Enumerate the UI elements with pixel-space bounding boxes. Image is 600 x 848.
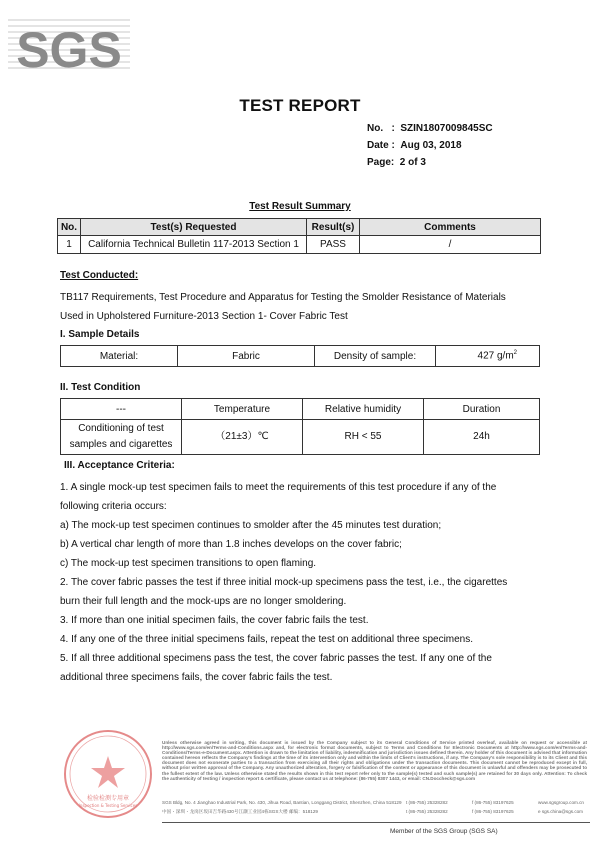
summary-title: Test Result Summary <box>249 201 351 212</box>
acceptance-line: additional three specimens fails, the cover fabric fails the test. <box>60 672 333 683</box>
report-meta <box>367 120 493 171</box>
summary-header-results: Result(s) <box>307 219 360 236</box>
condition-header-blank: --- <box>61 399 182 420</box>
condition-row-label <box>61 420 182 455</box>
address-en: SGS Bldg, No. 4 Jianghao Industrial Park, No. 430, Jihua Road, Bantian, Longgang District, Shenzhen, China 518129 <box>162 800 402 805</box>
summary-header-comments: Comments <box>360 219 541 236</box>
inspection-seal <box>62 728 154 820</box>
address-cn: 中国・深圳・龙岗区坂田吉华路430号江灏工业园4栋SGS大楼 邮编：518129 <box>162 809 318 814</box>
seal-en-text: Inspection & Testing Services <box>78 803 138 808</box>
condition-header-humidity: Relative humidity <box>303 399 424 420</box>
summary-cell-no: 1 <box>58 236 81 254</box>
acceptance-line: following criteria occurs: <box>60 501 167 512</box>
address-tel: t (86-755) 25328282 <box>406 800 448 805</box>
acceptance-line: c) The mock-up test specimen transitions to open flaming. <box>60 558 317 569</box>
acceptance-line: 1. A single mock-up test specimen fails to meet the requirements of this test procedure if any of the <box>60 482 497 493</box>
legal-disclaimer: Unless otherwise agreed in writing, this document is issued by the Company subject to its General Conditions of Service printed overleaf, available on request or accessible at http://www.sgs.com/en/Terms-and-Conditions.aspx and, for electronic format documents, subject to Terms and Conditions for Electronic Documents at http://www.sgs.com/en/Terms-and-Conditions/Terms-e-Document.aspx. Attention is drawn to the limitation of liability, indemnification and jurisdiction issues defined therein. Any holder of this document is advised that information contained hereon reflects the Company's findings at the time of its intervention only and within the limits of Client's instructions, if any. The Company's sole responsibility is to its Client and this document does not exonerate parties to a transaction from exercising all their rights and obligations under the transaction documents. This document cannot be reproduced except in full, without prior written approval of the Company. Any unauthorized alteration, forgery or falsification of the content or appearance of this document is unlawful and offenders may be prosecuted to the fullest extent of the law. Unless otherwise stated the results shown in this test report refer only to the sample(s) tested and such sample(s) are retained for 30 days only. Attention: To check the authenticity of testing / inspection report & certificate, please contact us at telephone: (86-755) 8307 1443, or email: CN.Doccheck@sgs.com <box>162 740 587 781</box>
report-date-value: Aug 03, 2018 <box>400 140 462 151</box>
test-condition-table <box>60 398 540 455</box>
material-label: Material: <box>61 346 178 367</box>
acceptance-line: b) A vertical char length of more than 1.8 inches develops on the cover fabric; <box>60 539 402 550</box>
seal-cn-text: 检验检测专用章 <box>86 795 130 802</box>
test-conducted-line: Used in Upholstered Furniture-2013 Section 1- Cover Fabric Test <box>60 311 348 322</box>
member-note: Member of the SGS Group (SGS SA) <box>390 828 498 835</box>
acceptance-line: burn their full length and the mock-ups are no longer smoldering. <box>60 596 347 607</box>
condition-duration: 24h <box>424 420 540 455</box>
address-block <box>162 798 592 816</box>
report-no-label: No. : <box>367 123 395 134</box>
footer-divider <box>162 822 590 823</box>
summary-header-tests: Test(s) Requested <box>81 219 307 236</box>
density-value: 427 g/m <box>477 350 514 362</box>
condition-temperature: （21±3）℃ <box>182 420 303 455</box>
acceptance-line: 2. The cover fabric passes the test if three initial mock-up specimens pass the test, i.e., the cigarettes <box>60 577 508 588</box>
address-fax-cn: f (86-755) 83197625 <box>472 809 514 814</box>
condition-row-label-line: samples and cigarettes <box>69 439 173 450</box>
table-row <box>61 346 540 367</box>
summary-cell-test: California Technical Bulletin 117-2013 Section 1 <box>81 236 307 254</box>
density-cell <box>436 346 540 367</box>
density-unit-sup: 2 <box>513 350 517 357</box>
address-email: e sgs.china@sgs.com <box>538 809 584 814</box>
page-title: TEST REPORT <box>239 96 361 115</box>
condition-humidity: RH < 55 <box>303 420 424 455</box>
sgs-logo-text: SGS <box>16 22 122 78</box>
test-condition-heading: II. Test Condition <box>60 382 141 393</box>
summary-header-no: No. <box>58 219 81 236</box>
summary-cell-result: PASS <box>307 236 360 254</box>
acceptance-line: a) The mock-up test specimen continues to smolder after the 45 minutes test duration; <box>60 520 442 531</box>
test-conducted-body <box>60 288 550 326</box>
density-label: Density of sample: <box>315 346 436 367</box>
acceptance-body <box>60 478 546 687</box>
address-fax: f (86-755) 83197625 <box>472 800 514 805</box>
condition-header-duration: Duration <box>424 399 540 420</box>
sample-details-heading: I. Sample Details <box>60 329 140 340</box>
report-date-label: Date : <box>367 140 395 151</box>
condition-header-temperature: Temperature <box>182 399 303 420</box>
test-conducted-line: TB117 Requirements, Test Procedure and Apparatus for Testing the Smolder Resistance of Materials <box>60 292 506 303</box>
address-tel-cn: t (86-755) 25328282 <box>406 809 448 814</box>
acceptance-heading: III. Acceptance Criteria: <box>64 460 175 471</box>
acceptance-line: 3. If more than one initial specimen fails, the cover fabric fails the test. <box>60 615 369 626</box>
material-value: Fabric <box>178 346 315 367</box>
sgs-logo <box>8 12 130 84</box>
summary-cell-comment: / <box>360 236 541 254</box>
test-conducted-heading: Test Conducted: <box>60 270 139 281</box>
report-page-label: Page: <box>367 157 395 168</box>
sample-details-table <box>60 345 540 367</box>
condition-row-label-line: Conditioning of test <box>78 423 164 434</box>
report-page-value: 2 of 3 <box>399 157 426 168</box>
table-row <box>58 236 541 254</box>
summary-table <box>57 218 541 254</box>
report-no-value: SZIN1807009845SC <box>400 123 493 134</box>
acceptance-line: 4. If any one of the three initial specimens fails, repeat the test on additional three specimens. <box>60 634 474 645</box>
table-row <box>61 399 540 420</box>
acceptance-line: 5. If all three additional specimens pass the test, the cover fabric passes the test. If any one of the <box>60 653 492 664</box>
address-web: www.sgsgroup.com.cn <box>538 800 584 805</box>
summary-header-row <box>58 219 541 236</box>
table-row <box>61 420 540 455</box>
